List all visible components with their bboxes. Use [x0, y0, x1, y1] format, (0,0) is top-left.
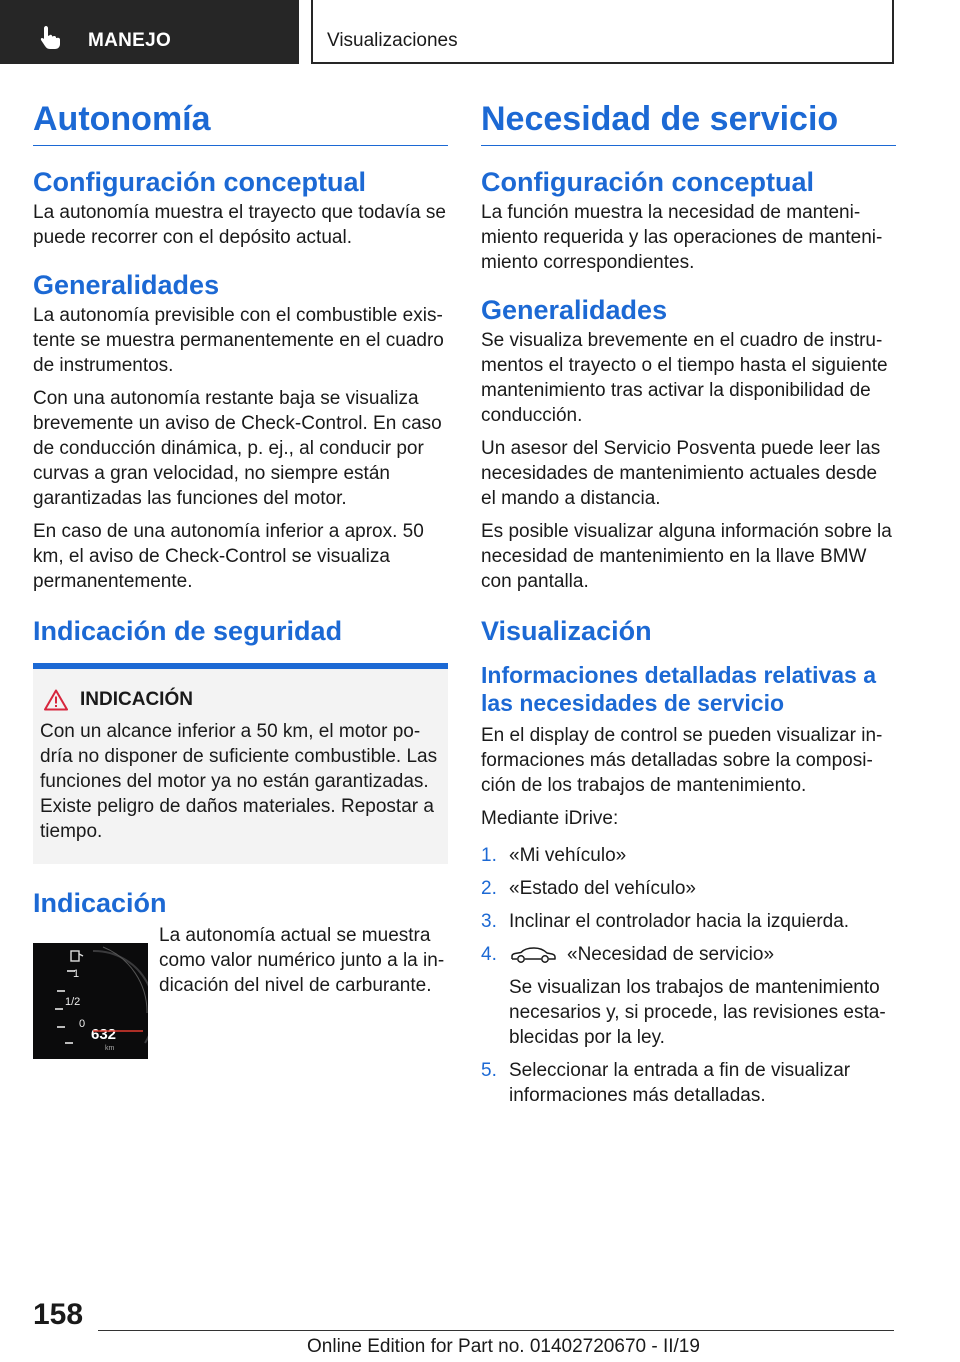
heading-general: Generalidades [33, 270, 220, 300]
heading-details: Informaciones detalladas relativas a las necesidades de servicio [481, 662, 877, 716]
gauge-range-unit: km [105, 1045, 115, 1052]
general-paragraph-1: La autonomía previsible con el combustible existente se muestra permanentemente en el cuadro de instrumentos. [33, 305, 444, 376]
list-item: 4. «Necesidad de servicio» Se visualizan los trabajos de mantenimiento necesarios y, si procede, las revisiones establecidas por la ley. [481, 944, 886, 1048]
list-item: 2. «Estado del vehículo» [481, 878, 696, 899]
list-item: 5. Seleccionar la entrada a fin de visualizar informaciones más detalladas. [481, 1060, 851, 1106]
chapter-label: Visualizaciones [327, 30, 458, 51]
footer-divider [98, 1330, 894, 1331]
notice-label: INDICACIÓN [80, 689, 193, 710]
list-item: 3. Inclinar el controlador hacia la izquierda. [481, 911, 850, 932]
page-number: 158 [33, 1298, 84, 1331]
heading-display: Visualización [481, 616, 652, 646]
gauge-mark-empty: 0 [79, 1018, 86, 1030]
heading-general-service: Generalidades [481, 295, 668, 325]
indication-text: La autonomía actual se muestra como valor numérico junto a la indicación del nivel de carburante. [159, 925, 445, 996]
safety-notice [33, 669, 448, 864]
steps-list [481, 843, 896, 1108]
page-title-service: Necesidad de servicio [481, 100, 896, 146]
gauge-mark-full: 1 [73, 968, 80, 980]
list-item: 1. «Mi vehículo» [481, 845, 627, 866]
left-column [33, 100, 448, 1052]
service-paragraph-3: Es posible visualizar alguna información sobre la necesidad de mantenimiento en la llave BMW con pantalla. [481, 521, 892, 592]
concept-text: La autonomía muestra el trayecto que todavía se puede recorrer con el depósito actual. [33, 202, 446, 248]
right-column [481, 100, 896, 1108]
section-tab [0, 0, 299, 64]
fuel-gauge-image [33, 943, 148, 1059]
heading-indication: Indicación [33, 888, 167, 918]
details-text: En el display de control se pueden visualizar informaciones más detalladas sobre la composición de los trabajos de mantenimiento. [481, 725, 883, 796]
service-paragraph-2: Un asesor del Servicio Posventa puede leer las necesidades de mantenimiento actuales desde el mando a distancia. [481, 438, 881, 509]
notice-text: Con un alcance inferior a 50 km, el motor podría no disponer de suficiente combustible. Las funciones del motor ya no están garantizadas. Existe peligro de daños materiales. Repostar a tiempo. [40, 721, 438, 842]
chapter-tab [311, 0, 894, 64]
service-paragraph-1: Se visualiza brevemente en el cuadro de instrumentos el trayecto o el tiempo hasta el siguiente mantenimiento tras activar la disponibilidad de conducción. [481, 330, 888, 426]
edition-note: Online Edition for Part no. 01402720670 - II/19 [307, 1336, 700, 1357]
general-paragraph-2: Con una autonomía restante baja se visualiza brevemente un aviso de Check-Control. En caso de conducción dinámica, p. ej., al conducir por curvas a gran velocidad, no siempre están garantizadas las funciones del motor. [33, 388, 442, 509]
page-title-autonomy: Autonomía [33, 100, 448, 146]
heading-concept: Configuración conceptual [33, 167, 367, 197]
idrive-intro: Mediante iDrive: [481, 808, 619, 829]
service-concept-text: La función muestra la necesidad de mantenimiento requerida y las operaciones de mantenimiento correspondientes. [481, 202, 883, 273]
heading-safety: Indicación de seguridad [33, 616, 448, 669]
car-service-icon [509, 946, 557, 964]
heading-concept-service: Configuración conceptual [481, 167, 815, 197]
warning-triangle-icon [44, 689, 68, 711]
gauge-mark-half: 1/2 [65, 996, 81, 1008]
general-paragraph-3: En caso de una autonomía inferior a aprox. 50 km, el aviso de Check-Control se visualiza permanentemente. [33, 521, 424, 592]
gauge-range-value: 632 [91, 1026, 117, 1043]
section-label: MANEJO [88, 30, 172, 51]
hand-icon [38, 24, 64, 50]
